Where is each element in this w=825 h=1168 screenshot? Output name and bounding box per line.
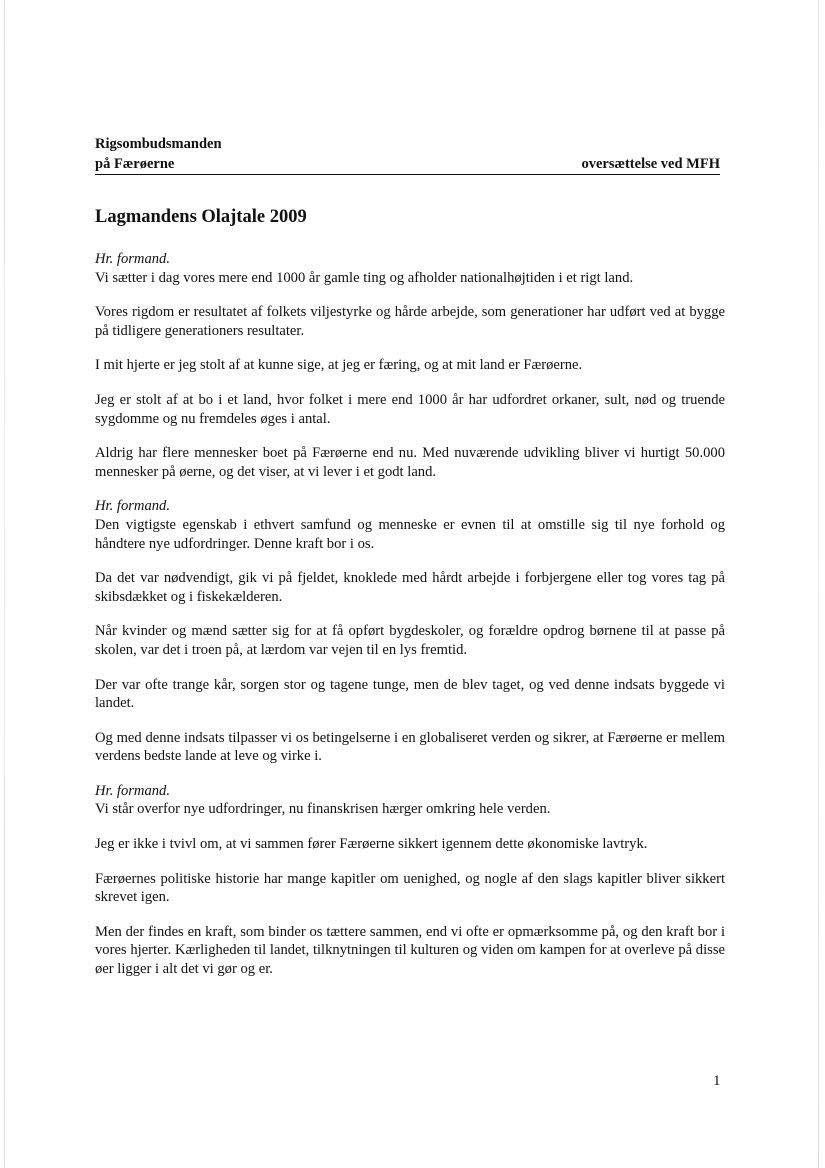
paragraph xyxy=(95,835,725,854)
paragraph xyxy=(95,782,725,819)
paragraph xyxy=(95,250,725,287)
paragraph-text: Men der findes en kraft, som binder os tættere sammen, end vi ofte er opmærksomme på, og den kraft bor i vores hjerter. Kærligheden til landet, tilknytningen til kulturen og viden om kampen for at overleve på disse øer ligger i alt det vi gør og er. xyxy=(95,923,725,978)
paragraph-text: Og med denne indsats tilpasser vi os betingelserne i en globaliseret verden og sikrer, at Færøerne er mellem verdens bedste lande at leve og virke i. xyxy=(95,729,725,765)
scan-edge-right xyxy=(818,0,819,1168)
paragraph-text: Vores rigdom er resultatet af folkets viljestyrke og hårde arbejde, som generationer har udført ved at bygge på tidligere generationers resultater. xyxy=(95,304,725,339)
paragraph xyxy=(95,569,725,606)
paragraph-text: Vi sætter i dag vores mere end 1000 år gamle ting og afholder nationalhøjtiden i et rigt land. xyxy=(95,269,634,286)
paragraph-text: Aldrig har flere mennesker boet på Færøerne end nu. Med nuværende udvikling bliver vi hurtigt 50.000 mennesker på øerne, og det viser, at vi lever i et godt land. xyxy=(95,445,725,480)
paragraph-text: Der var ofte trange kår, sorgen stor og tagene tunge, men de blev taget, og ved denne indsats byggede vi landet. xyxy=(95,676,725,712)
paragraph xyxy=(95,923,725,979)
org-location: på Færøerne xyxy=(95,156,175,172)
org-name: Rigsombudsmanden xyxy=(95,136,222,152)
document-title: Lagmandens Olajtale 2009 xyxy=(95,207,307,227)
paragraph-text: Da det var nødvendigt, gik vi på fjeldet, knoklede med hårdt arbejde i forbjergene eller tog vores tag på skibsdækket og i fiskekælderen. xyxy=(95,570,725,605)
paragraph xyxy=(95,391,725,428)
paragraph-text: Færøernes politiske historie har mange kapitler om uenighed, og nogle af den slags kapitler bliver sikkert skrevet igen. xyxy=(95,870,725,906)
paragraph-text: Når kvinder og mænd sætter sig for at få opført bygdeskoler, og forældre opdrog børnene til at passe på skolen, var det i troen på, at lærdom var vejen til en lys fremtid. xyxy=(95,623,725,658)
letterhead-rule xyxy=(95,154,720,175)
scan-edge-left xyxy=(4,0,5,1168)
paragraph-text: Den vigtigste egenskab i ethvert samfund og menneske er evnen til at omstille sig til nye forhold og håndtere nye udfordringer. Denne kraft bor i os. xyxy=(95,516,725,552)
letterhead xyxy=(95,135,720,175)
paragraph xyxy=(95,497,725,553)
translation-note: oversættelse ved MFH xyxy=(581,156,720,172)
paragraph xyxy=(95,356,725,375)
salutation: Hr. formand. xyxy=(95,498,171,515)
paragraph xyxy=(95,676,725,713)
paragraph xyxy=(95,729,725,766)
salutation: Hr. formand. xyxy=(95,251,171,267)
paragraph xyxy=(95,303,725,340)
paragraph-text: Vi står overfor nye udfordringer, nu finanskrisen hærger omkring hele verden. xyxy=(95,801,551,818)
page-number: 1 xyxy=(713,1073,721,1089)
paragraph-text: I mit hjerte er jeg stolt af at kunne sige, at jeg er færing, og at mit land er Færøerne. xyxy=(95,357,583,374)
salutation: Hr. formand. xyxy=(95,782,171,799)
paragraph xyxy=(95,622,725,659)
speech-body xyxy=(95,250,725,995)
paragraph-text: Jeg er stolt af at bo i et land, hvor folket i mere end 1000 år har udfordret orkaner, sult, nød og truende sygdomme og nu fremdeles øges i antal. xyxy=(95,391,725,427)
paragraph xyxy=(95,444,725,481)
paragraph-text: Jeg er ikke i tvivl om, at vi sammen fører Færøerne sikkert igennem dette økonomiske lavtryk. xyxy=(95,836,648,853)
paragraph xyxy=(95,870,725,907)
